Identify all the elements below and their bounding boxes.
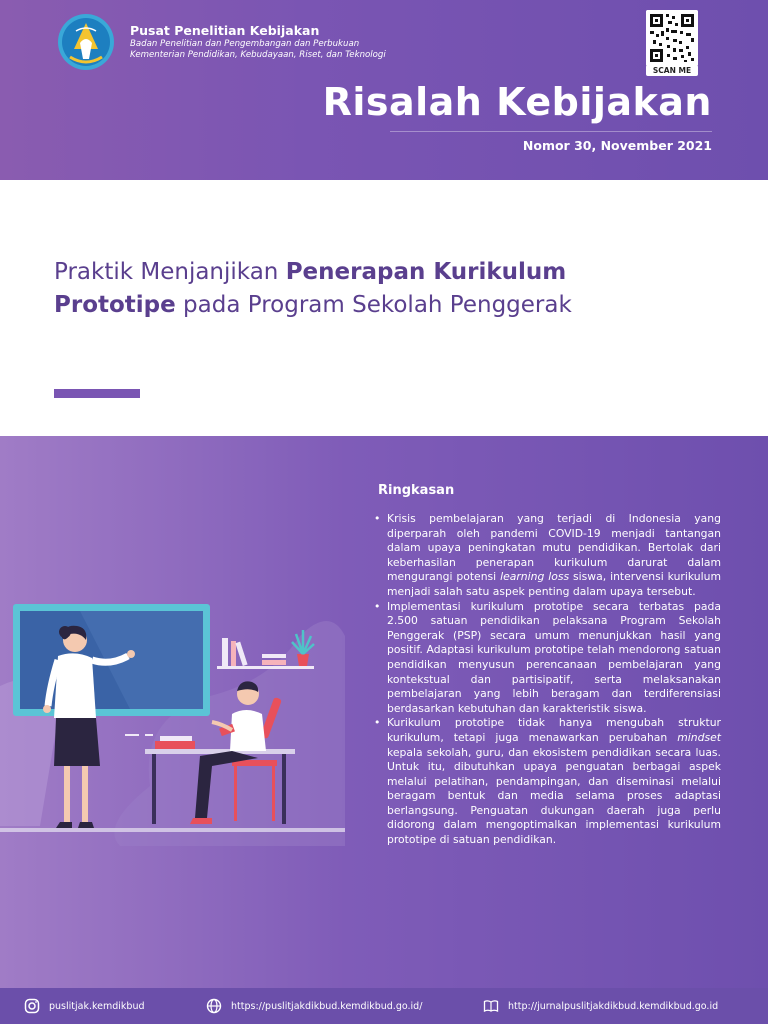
headline (54, 256, 694, 322)
bullet-3-emphasis: mindset (677, 730, 721, 744)
journal-link[interactable]: http://jurnalpuslitjakdikbud.kemdikbud.go.id (508, 1000, 719, 1012)
headline-part-3: pada Program Sekolah Penggerak (175, 292, 572, 318)
summary-title: Ringkasan (378, 483, 455, 498)
instagram-icon (24, 998, 40, 1014)
headline-emphasis: Penerapan Kurikulum Prototipe (54, 259, 567, 318)
org-subtitle (130, 39, 386, 61)
qr-code[interactable] (646, 10, 698, 66)
classroom-illustration (0, 546, 345, 846)
instagram-handle[interactable]: puslitjak.kemdikbud (49, 1000, 145, 1012)
scan-me-label: SCAN ME (646, 65, 698, 76)
headline-part-1: Praktik Menjanjikan (54, 259, 286, 285)
book-icon (483, 998, 499, 1014)
document-title: Risalah Kebijakan (322, 80, 712, 124)
footer-instagram[interactable] (24, 998, 145, 1014)
bullet-3-text-b: kepala sekolah, guru, dan ekosistem pendidikan secara luas. Untuk itu, dibutuhkan upaya penguatan berbagai aspek melalui pelatihan, pendampingan, dan diseminasi melalui beragam bentuk dan media selama proses adaptasi berlangsung. Penguatan dukungan daerah juga perlu didorong dalam mengoptimalkan implementasi kurikulum prototipe di satuan pendidikan. (387, 745, 721, 847)
bullet-1-emphasis: learning loss (500, 570, 570, 584)
org-subtitle-line-1: Badan Penelitian dan Pengembangan dan Perbukuan (130, 39, 360, 49)
bullet-3-text-a: Kurikulum prototipe tidak hanya mengubah struktur kurikulum, tetapi juga menawarkan perubahan (387, 716, 721, 744)
org-subtitle-line-2: Kementerian Pendidikan, Kebudayaan, Riset, dan Teknologi (130, 50, 386, 60)
summary-bullet-3 (372, 716, 721, 847)
accent-bar (54, 389, 140, 398)
footer-website[interactable] (206, 998, 422, 1014)
ministry-logo (56, 13, 116, 71)
title-divider (390, 131, 712, 132)
footer-journal[interactable] (483, 998, 718, 1014)
bullet-1-text-a: Krisis pembelajaran yang terjadi di Indonesia yang diperparah oleh pandemi COVID-19 menjadi tantangan dalam upaya peningkatan mutu pendidikan. Bertolak dari keberhasilan penerapan kurikulum darurat dalam mengurangi potensi (387, 512, 721, 584)
summary-bullets (372, 512, 721, 848)
website-link[interactable]: https://puslitjakdikbud.kemdikbud.go.id/ (231, 1000, 423, 1012)
org-title: Pusat Penelitian Kebijakan (130, 23, 320, 38)
header-banner (0, 0, 768, 180)
summary-bullet-1 (372, 512, 721, 600)
footer-bar (0, 988, 768, 1024)
globe-icon (206, 998, 222, 1014)
summary-bullet-2: • Implementasi kurikulum prototipe secara terbatas pada 2.500 satuan pendidikan pelaksana Program Sekolah Penggerak (PSP) secara umum menunjukkan hasil yang positif. Adaptasi kurikulum prototipe telah mendorong satuan pendidikan menyusun perencanaan pembelajaran yang kontekstual dan partisipatif, serta melaksanakan pembelajaran yang lebih beragam dan terdiferensiasi berdasarkan kebutuhan dan karakteristik siswa. (372, 600, 721, 717)
issue-number: Nomor 30, November 2021 (522, 138, 712, 153)
bullet-1-text-b: siswa, intervensi kurikulum menjadi salah satu aspek penting dalam upaya tersebut. (387, 570, 721, 598)
